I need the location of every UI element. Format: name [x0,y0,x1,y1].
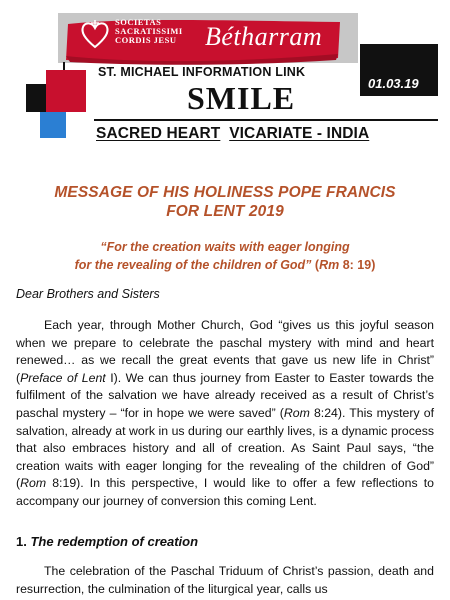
vicariate-name: SACRED HEART [96,125,221,142]
paragraph-citation: Rom [20,476,47,491]
section-title: The redemption of creation [30,534,199,549]
newsletter-name: SMILE [187,80,296,116]
paragraph-text: Each year, through Mother Church, God “gives us this joyful season when we prepare to celebrate the paschal mystery with mind and heart renewed… as we recall the great events that gave us new life in Christ” ( [16,318,434,385]
quote-line [0,256,450,274]
decorative-black-block [26,84,46,112]
vicariate-heading [96,125,369,143]
societas-line: SACRATISSIMI [115,26,183,36]
body-paragraph: The celebration of the Paschal Triduum of Christ’s passion, death and resurrection, the culmination of the liturgical year, calls us [16,564,434,596]
quote-text: for the revealing of the children of God” [74,258,312,272]
info-link-heading: ST. MICHAEL INFORMATION LINK [98,65,306,79]
societas-line: SOCIETAS [115,17,162,27]
paragraph-text: 8:24). This mystery of salvation, already at work in us during our earthly lives, is a dynamic process that also embraces history and all of creation. As Saint Paul says, “the creation waits with eager longing for the revealing of the children of God” ( [16,405,434,491]
paragraph-text: 8:19). In this perspective, I would like to offer a few reflections to accompany our journey of conversion this coming Lent. [16,476,434,508]
betharram-wordmark: Bétharram [205,22,323,51]
message-title-line: MESSAGE OF HIS HOLINESS POPE FRANCIS [54,184,396,201]
masthead-horizontal-rule [94,119,438,121]
decorative-blue-block [40,112,66,138]
scripture-quote [0,238,450,274]
paragraph-text: I). We can thus journey from Easter to Easter towards the fulfilment of the salvation we have already received as a result of Christ’s paschal mystery – “for in hope we were saved” ( [16,370,435,420]
quote-ref-open: ( [311,258,320,272]
message-title-line: FOR LENT 2019 [166,203,284,220]
sacred-heart-logo-icon [80,18,110,50]
societas-line: CORDIS JESU [115,35,177,45]
quote-ref-book: Rm [319,258,340,272]
issue-date: 01.03.19 [368,76,419,91]
section-heading [16,534,198,549]
paragraph-citation: Preface of Lent [20,370,106,385]
greeting: Dear Brothers and Sisters [16,287,160,301]
decorative-red-block [46,70,86,112]
paragraph-citation: Rom [283,405,310,420]
societas-motto [115,18,183,45]
quote-ref-close: 8: 19) [339,258,376,272]
quote-line: “For the creation waits with eager longing [100,240,350,254]
section-number: 1. [16,534,31,549]
message-title [0,183,450,221]
vicariate-region: VICARIATE - INDIA [229,125,370,142]
body-paragraph [16,317,434,511]
